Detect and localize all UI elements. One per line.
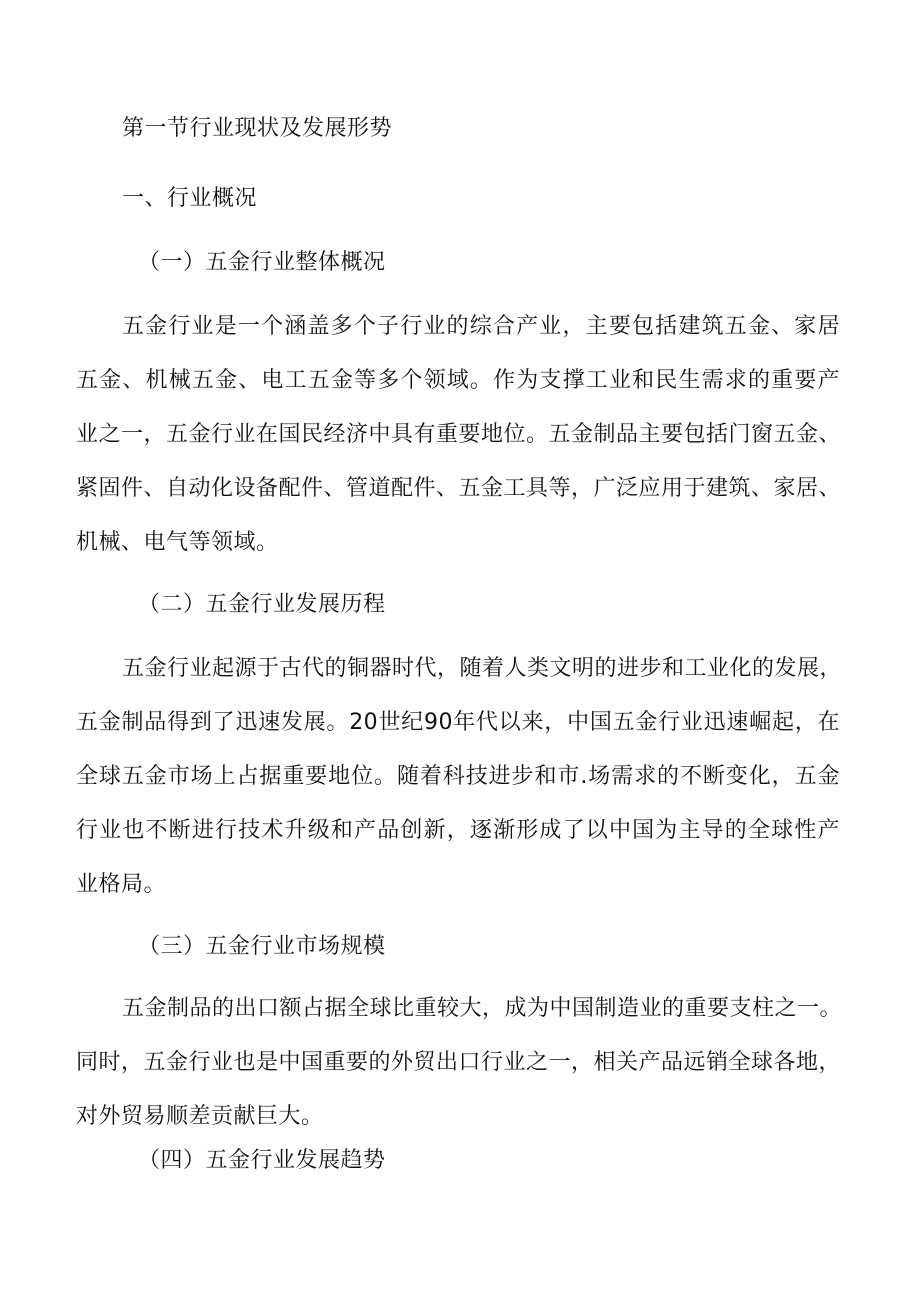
paragraph-line: 业之一，五金行业在国民经济中具有重要地位。五金制品主要包括门窗五金、: [76, 422, 842, 447]
paragraph-line: 对外贸易顺差贡献巨大。: [76, 1104, 324, 1129]
paragraph-line: 行业也不断进行技术升级和产品创新，逐渐形成了以中国为主导的全球性产: [76, 818, 840, 843]
subheading-development-trends: （四）五金行业发展趋势: [138, 1148, 386, 1173]
section-title: 第一节行业现状及发展形势: [122, 116, 393, 141]
paragraph-line: 同时，五金行业也是中国重要的外贸出口行业之一，相关产品远销全球各地，: [76, 1050, 842, 1075]
subheading-overall-overview: （一）五金行业整体概况: [138, 250, 386, 275]
paragraph-line: 五金行业起源于古代的铜器时代，随着人类文明的进步和工业化的发展，: [122, 656, 843, 681]
subheading-market-size: （三）五金行业市场规模: [138, 934, 386, 959]
paragraph-line: 五金制品得到了迅速发展。20世纪90年代以来，中国五金行业迅速崛起，在: [76, 710, 840, 735]
subheading-development-history: （二）五金行业发展历程: [138, 592, 386, 617]
paragraph-line: 业格局。: [76, 872, 167, 897]
paragraph-line: 紧固件、自动化设备配件、管道配件、五金工具等，广泛应用于建筑、家居、: [76, 476, 842, 501]
paragraph-line: 全球五金市场上占据重要地位。随着科技进步和市.场需求的不断变化，五金: [76, 764, 840, 789]
paragraph-line: 五金制品的出口额占据全球比重较大，成为中国制造业的重要支柱之一。: [122, 996, 843, 1021]
paragraph-line: 五金行业是一个涵盖多个子行业的综合产业，主要包括建筑五金、家居: [122, 314, 840, 339]
heading-industry-overview: 一、行业概况: [122, 186, 258, 211]
paragraph-line: 机械、电气等领域。: [76, 530, 279, 555]
paragraph-line: 五金、机械五金、电工五金等多个领域。作为支撑工业和民生需求的重要产: [76, 368, 840, 393]
